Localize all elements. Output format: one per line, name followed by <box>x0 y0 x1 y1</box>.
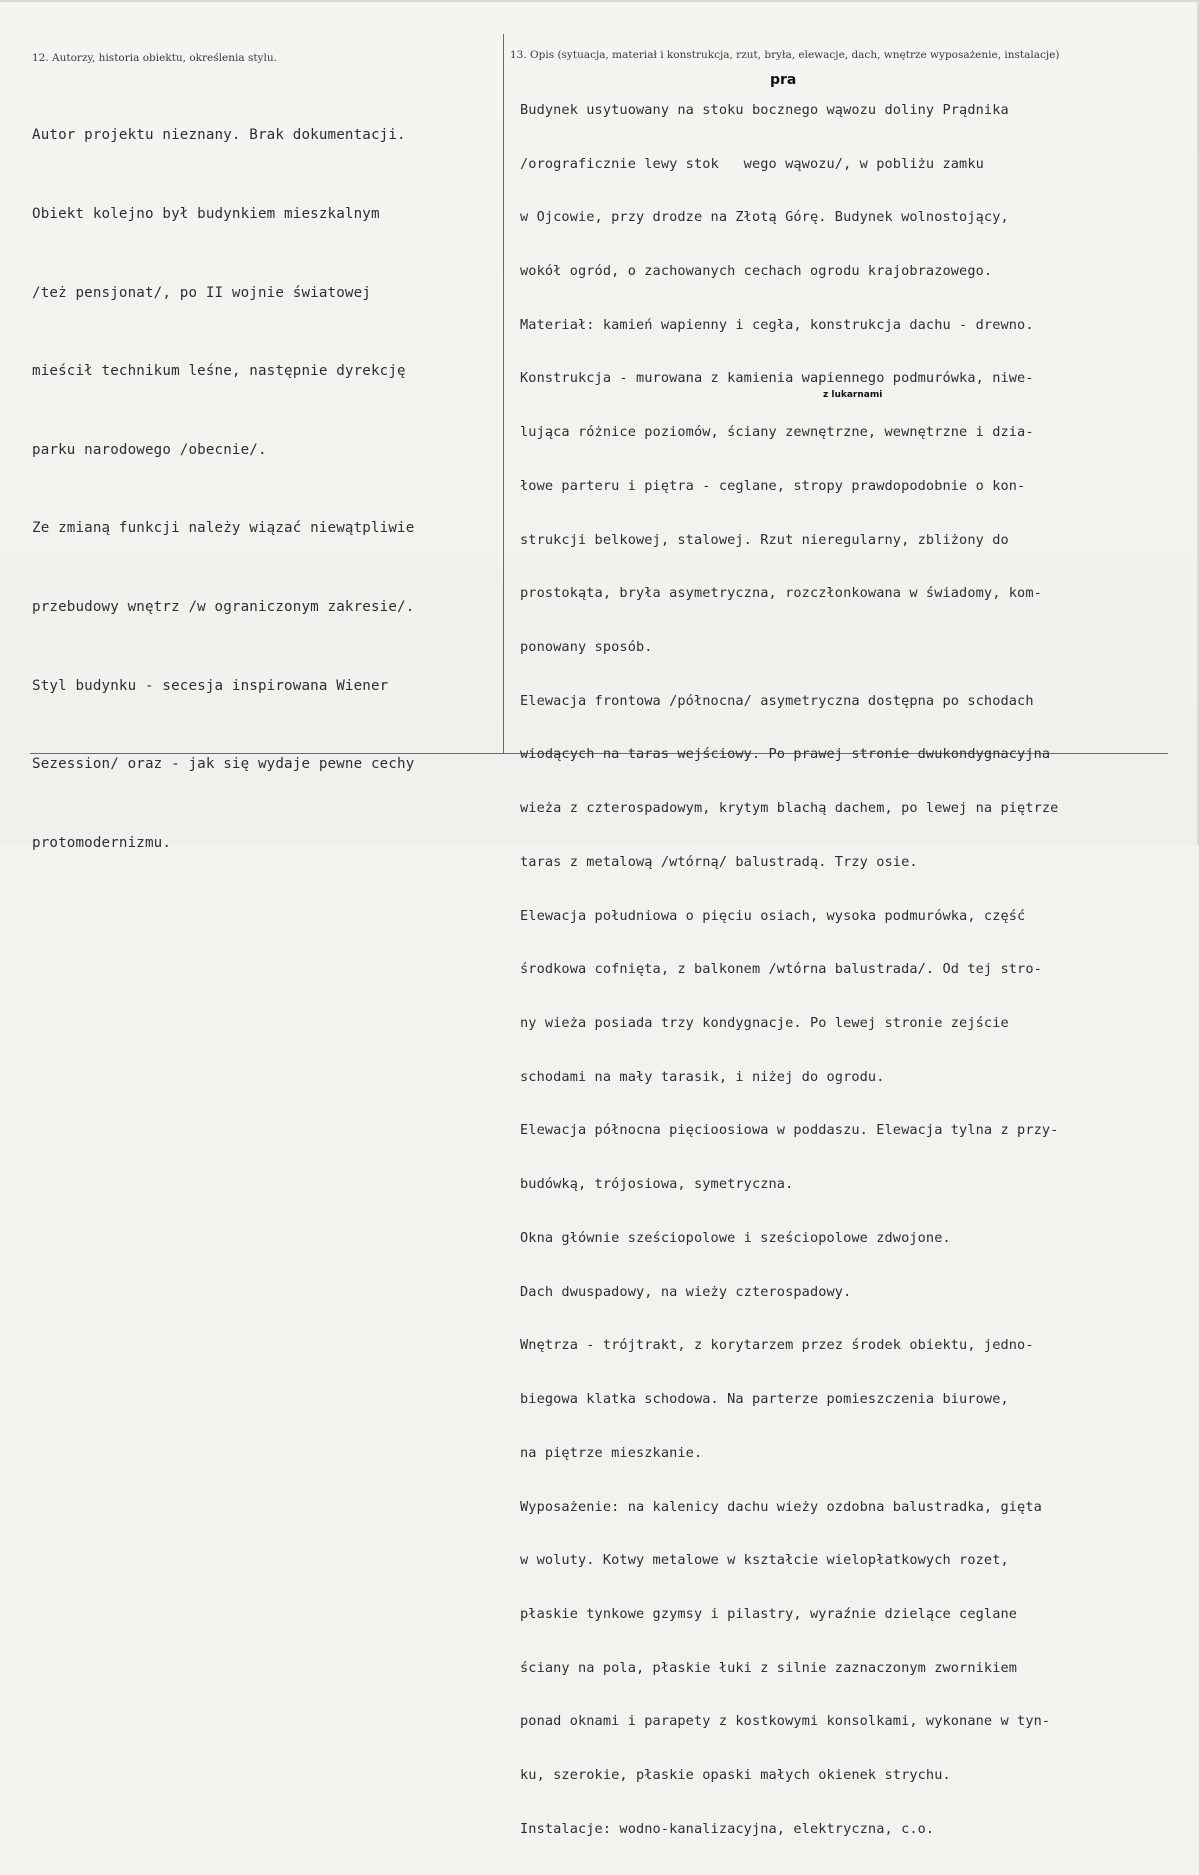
section-12-label: 12. Autorzy, historia obiektu, określenia stylu. <box>32 52 277 64</box>
section-13-label: 13. Opis (sytuacja, materiał i konstrukcja, rzut, bryła, elewacje, dach, wnętrze wyposażenie, instalacje) <box>510 49 1060 61</box>
section-12-text <box>32 70 414 909</box>
text-line: Konstrukcja - murowana z kamienia wapiennego podmurówka, niwe- <box>520 370 1034 387</box>
text-line: w Ojcowie, przy drodze na Złotą Górę. Budynek wolnostojący, <box>520 209 1009 226</box>
text-line: Elewacja południowa o pięciu osiach, wysoka podmurówka, część <box>520 907 1026 924</box>
text-line: wiodących na taras wejściowy. Po prawej stronie dwukondygnacyjna <box>520 746 1051 763</box>
text-line: /też pensjonat/, po II wojnie światowej <box>32 284 371 301</box>
text-line: wieża z czterospadowym, krytym blachą dachem, po lewej na piętrze <box>520 800 1059 817</box>
text-line: Ze zmianą funkcji należy wiązać niewątpliwie <box>32 520 415 537</box>
text-line: przebudowy wnętrz /w ograniczonym zakresie/. <box>32 599 415 616</box>
text-line: płaskie tynkowe gzymsy i pilastry, wyraźnie dzielące ceglane <box>520 1605 1018 1622</box>
text-line: wokół ogród, o zachowanych cechach ogrodu krajobrazowego. <box>520 262 993 279</box>
text-line: strukcji belkowej, stalowej. Rzut nieregularny, zbliżony do <box>520 531 1009 548</box>
text-line: Autor projektu nieznany. Brak dokumentacji. <box>32 127 406 144</box>
text-line: łowe parteru i piętra - ceglane, stropy prawdopodobnie o kon- <box>520 477 1026 494</box>
text-line: ściany na pola, płaskie łuki z silnie zaznaczonym zwornikiem <box>520 1659 1018 1676</box>
text-line: ponad oknami i parapety z kostkowymi konsolkami, wykonane w tyn- <box>520 1713 1051 1730</box>
text-line: Sezession/ oraz - jak się wydaje pewne cechy <box>32 756 415 773</box>
text-line: /orograficznie lewy stok wego wąwozu/, w pobliżu zamku <box>520 155 984 172</box>
text-line: lująca różnice poziomów, ściany zewnętrzne, wewnętrzne i dzia- <box>520 424 1034 441</box>
text-line: Dach dwuspadowy, na wieży czterospadowy. <box>520 1283 852 1300</box>
text-line: Wyposażenie: na kalenicy dachu wieży ozdobna balustradka, gięta <box>520 1498 1042 1515</box>
text-line: Obiekt kolejno był budynkiem mieszkalnym <box>32 206 380 223</box>
text-line: Okna głównie sześciopolowe i sześciopolowe zdwojone. <box>520 1229 951 1246</box>
text-line: schodami na mały tarasik, i niżej do ogrodu. <box>520 1068 885 1085</box>
text-line: środkowa cofnięta, z balkonem /wtórna balustrada/. Od tej stro- <box>520 961 1042 978</box>
text-line: Budynek usytuowany na stoku bocznego wąwozu doliny Prądnika <box>520 101 1009 118</box>
text-line: Wnętrza - trójtrakt, z korytarzem przez środek obiektu, jedno- <box>520 1337 1034 1354</box>
text-line: Instalacje: wodno-kanalizacyjna, elektryczna, c.o. <box>520 1820 935 1837</box>
text-line: Materiał: kamień wapienny i cegła, konstrukcja dachu - drewno. <box>520 316 1034 333</box>
text-line: Styl budynku - secesja inspirowana Wiener <box>32 677 389 694</box>
text-line: prostokąta, bryła asymetryczna, rozczłonkowana w świadomy, kom- <box>520 585 1042 602</box>
text-line: Elewacja frontowa /północna/ asymetryczna dostępna po schodach <box>520 692 1034 709</box>
text-line: ku, szerokie, płaskie opaski małych okienek strychu. <box>520 1767 951 1784</box>
text-line: ny wieża posiada trzy kondygnacje. Po lewej stronie zejście <box>520 1015 1009 1032</box>
section-13-text <box>520 66 1058 1875</box>
column-divider <box>503 34 504 754</box>
text-line: parku narodowego /obecnie/. <box>32 441 267 458</box>
text-line: protomodernizmu. <box>32 834 172 851</box>
text-line: biegowa klatka schodowa. Na parterze pomieszczenia biurowe, <box>520 1391 1009 1408</box>
text-line: na piętrze mieszkanie. <box>520 1444 703 1461</box>
text-line: ponowany sposób. <box>520 639 653 655</box>
text-line: taras z metalową /wtórną/ balustradą. Trzy osie. <box>520 853 918 870</box>
sheet-top-edge <box>0 0 1199 2</box>
text-line: Elewacja północna pięcioosiowa w poddaszu. Elewacja tylna z przy- <box>520 1122 1059 1139</box>
text-line: budówką, trójosiowa, symetryczna. <box>520 1176 794 1193</box>
text-line: mieścił technikum leśne, następnie dyrekcję <box>32 363 406 380</box>
handwritten-annotation: z lukarnami <box>823 390 883 400</box>
text-line: w woluty. Kotwy metalowe w kształcie wielopłatkowych rozet, <box>520 1552 1009 1569</box>
handwritten-correction: pra <box>770 72 797 88</box>
